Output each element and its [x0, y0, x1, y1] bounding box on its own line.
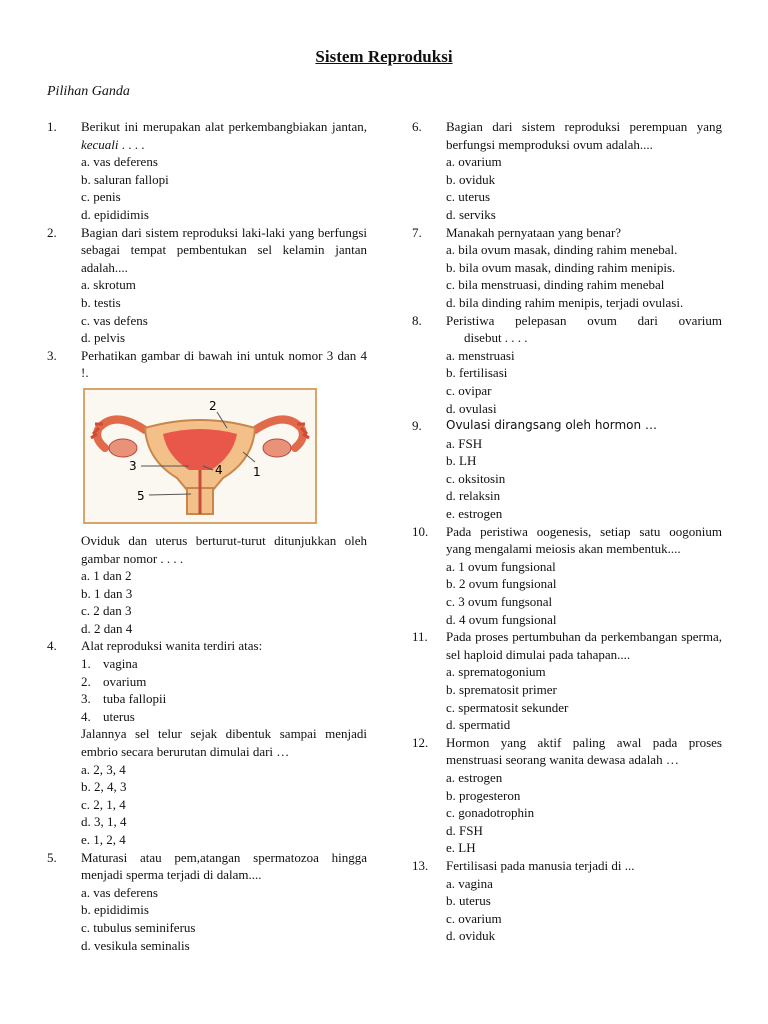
question-text: Bagian dari sistem reproduksi perempuan yang berfungsi memproduksi ovum adalah....	[446, 119, 722, 152]
question-number: 8.	[412, 312, 422, 328]
option: c. 2 dan 3	[81, 603, 132, 619]
question-text: Fertilisasi pada manusia terjadi di ...	[446, 857, 635, 873]
section-subtitle: Pilihan Ganda	[47, 84, 130, 99]
question-text: Peristiwa pelepasan ovum dari ovarium	[446, 312, 722, 328]
question-number: 6.	[412, 119, 422, 134]
option: b. saluran fallopi	[81, 171, 169, 187]
question-text-continued: Oviduk dan uterus berturut-turut ditunjukkan oleh gambar nomor . . . .	[81, 532, 367, 566]
option: b. oviduk	[446, 171, 496, 187]
option: d. 4 ovum fungsional	[446, 611, 557, 627]
option: b. uterus	[446, 893, 491, 909]
option: d. 3, 1, 4	[81, 814, 127, 830]
option: c. vas defens	[81, 312, 148, 328]
question-text: Perhatikan gambar di bawah ini untuk nomor 3 dan 4 !.	[81, 347, 367, 381]
option: d. spermatid	[446, 717, 511, 733]
figure-label: 3	[129, 458, 137, 473]
question-7	[412, 224, 722, 312]
option: a. 2, 3, 4	[81, 761, 126, 777]
question-number: 13.	[412, 857, 429, 873]
list-item: 2. ovarium	[81, 673, 147, 689]
option: a. vagina	[446, 875, 493, 891]
question-number: 12.	[412, 734, 429, 750]
question-text: Alat reproduksi wanita terdiri atas:	[81, 638, 263, 654]
question-number: 11.	[412, 629, 428, 645]
option: a. 1 ovum fungsional	[446, 558, 556, 574]
list-item: 1. vagina	[81, 656, 138, 672]
option: c. 3 ovum fungsonal	[446, 594, 553, 610]
question-text: Ovulasi dirangsang oleh hormon …	[446, 418, 657, 433]
option: d. epididimis	[81, 206, 149, 222]
option: a. ovarium	[446, 154, 502, 170]
option: c. spermato​sit sekunder	[446, 699, 569, 715]
option: b. LH	[446, 453, 477, 469]
option: a. vas deferens	[81, 154, 158, 170]
question-5	[47, 849, 367, 955]
question-number: 3.	[47, 347, 57, 363]
option: b. 1 dan 3	[81, 585, 133, 601]
figure-label: 5	[137, 488, 145, 503]
option: c. tubulus seminiferus	[81, 919, 196, 935]
right-column	[412, 118, 722, 945]
option: a. spremato​gonium	[446, 664, 546, 680]
list-item: 3. tuba fallopii	[81, 691, 167, 707]
option: a. estrogen	[446, 769, 503, 785]
option: c. oksitosin	[446, 470, 506, 486]
option: d. bila dinding rahim menipis, terjadi ovulasi.	[446, 294, 684, 310]
option: e. LH	[446, 840, 476, 856]
numbered-list	[47, 655, 367, 725]
question-text: Pada peristiwa oogenesis, setiap satu oogonium yang mengalami meiosis akan membentuk....	[446, 523, 722, 557]
option: b. epididimis	[81, 902, 149, 918]
option: d. ovulasi	[446, 400, 497, 416]
question-3	[47, 347, 367, 638]
option: b. progesteron	[446, 787, 521, 803]
question-number: 9.	[412, 418, 422, 434]
option: b. bila ovum masak, dinding rahim menipis.	[446, 259, 676, 275]
question-number: 7.	[412, 224, 422, 240]
question-text: Pada proses pertumbuhan da perkembangan sperma, sel haploid dimulai pada tahapan....	[446, 629, 722, 662]
option: d. serviks	[446, 206, 496, 222]
option: a. skrotum	[81, 277, 136, 293]
option: d. pelvis	[81, 330, 126, 346]
question-text: Maturasi atau pem,atangan spermatozoa hingga menjadi sperma terjadi di dalam....	[81, 849, 367, 883]
option: d. oviduk	[446, 928, 496, 944]
option: c. uterus	[446, 189, 491, 205]
option: a. 1 dan 2	[81, 568, 132, 584]
figure-label: 4	[215, 462, 223, 477]
option: b. spremato​sit primer	[446, 682, 557, 697]
question-1	[47, 118, 367, 224]
question-6	[412, 118, 722, 224]
option: d. 2 dan 4	[81, 620, 133, 636]
page-title: Sistem Reproduksi	[315, 47, 453, 66]
question-number: 4.	[47, 638, 57, 654]
option: c. 2, 1, 4	[81, 796, 126, 812]
option: c. ovarium	[446, 910, 502, 926]
option: e. 1, 2, 4	[81, 832, 126, 847]
question-10	[412, 523, 722, 629]
question-number: 1.	[47, 119, 57, 134]
option: a. bila ovum masak, dinding rahim menebal.	[446, 242, 678, 258]
option: c. ovipar	[446, 382, 492, 398]
option: b. fertilisasi	[446, 365, 508, 381]
question-text: Bagian dari sistem reproduksi laki-laki yang berfungsi sebagai tempat pembentukan sel kelamin jantan adalah....	[81, 224, 367, 275]
option: c. gonadotrophin	[446, 805, 535, 821]
question-11	[412, 628, 722, 734]
list-item: 4. uterus	[81, 708, 135, 724]
question-13	[412, 857, 722, 945]
option: a. vas deferens	[81, 884, 158, 900]
option: d. FSH	[446, 822, 483, 838]
question-text: Manakah pernyataan yang benar?	[446, 224, 622, 240]
option: b. testis	[81, 294, 121, 310]
option: d. vesikula seminalis	[81, 937, 190, 953]
question-9	[412, 417, 722, 523]
question-number: 10.	[412, 523, 429, 539]
figure-label: 1	[253, 464, 261, 479]
question-4	[47, 637, 367, 848]
option: a. FSH	[446, 435, 483, 451]
option: e. estrogen	[446, 506, 503, 522]
option: b. 2 ovum fungsional	[446, 576, 557, 592]
figure-label: 2	[209, 398, 217, 413]
question-text-continued: Jalannya sel telur sejak dibentuk sampai menjadi embrio secara berurutan dimulai dari …	[81, 726, 367, 760]
question-text-continued: disebut . . . .	[464, 330, 528, 346]
option: d. relaksin	[446, 488, 501, 504]
option: c. bila menstruasi, dinding rahim menebal	[446, 277, 665, 293]
option: a. menstruasi	[446, 347, 515, 363]
question-2	[47, 224, 367, 347]
question-number: 2.	[47, 224, 57, 240]
uterus-diagram-svg	[85, 390, 315, 522]
question-12	[412, 734, 722, 857]
option: c. penis	[81, 189, 121, 205]
uterus-diagram	[83, 388, 317, 524]
option: b. 2, 4, 3	[81, 779, 127, 795]
question-number: 5.	[47, 849, 57, 865]
question-text: Berikut ini merupakan alat perkembangbiakan jantan, kecuali . . . .	[81, 119, 367, 152]
question-text: Hormon yang aktif paling awal pada proses menstruasi seorang wanita dewasa adalah …	[446, 734, 722, 768]
left-column	[47, 118, 367, 954]
question-8	[412, 312, 722, 418]
